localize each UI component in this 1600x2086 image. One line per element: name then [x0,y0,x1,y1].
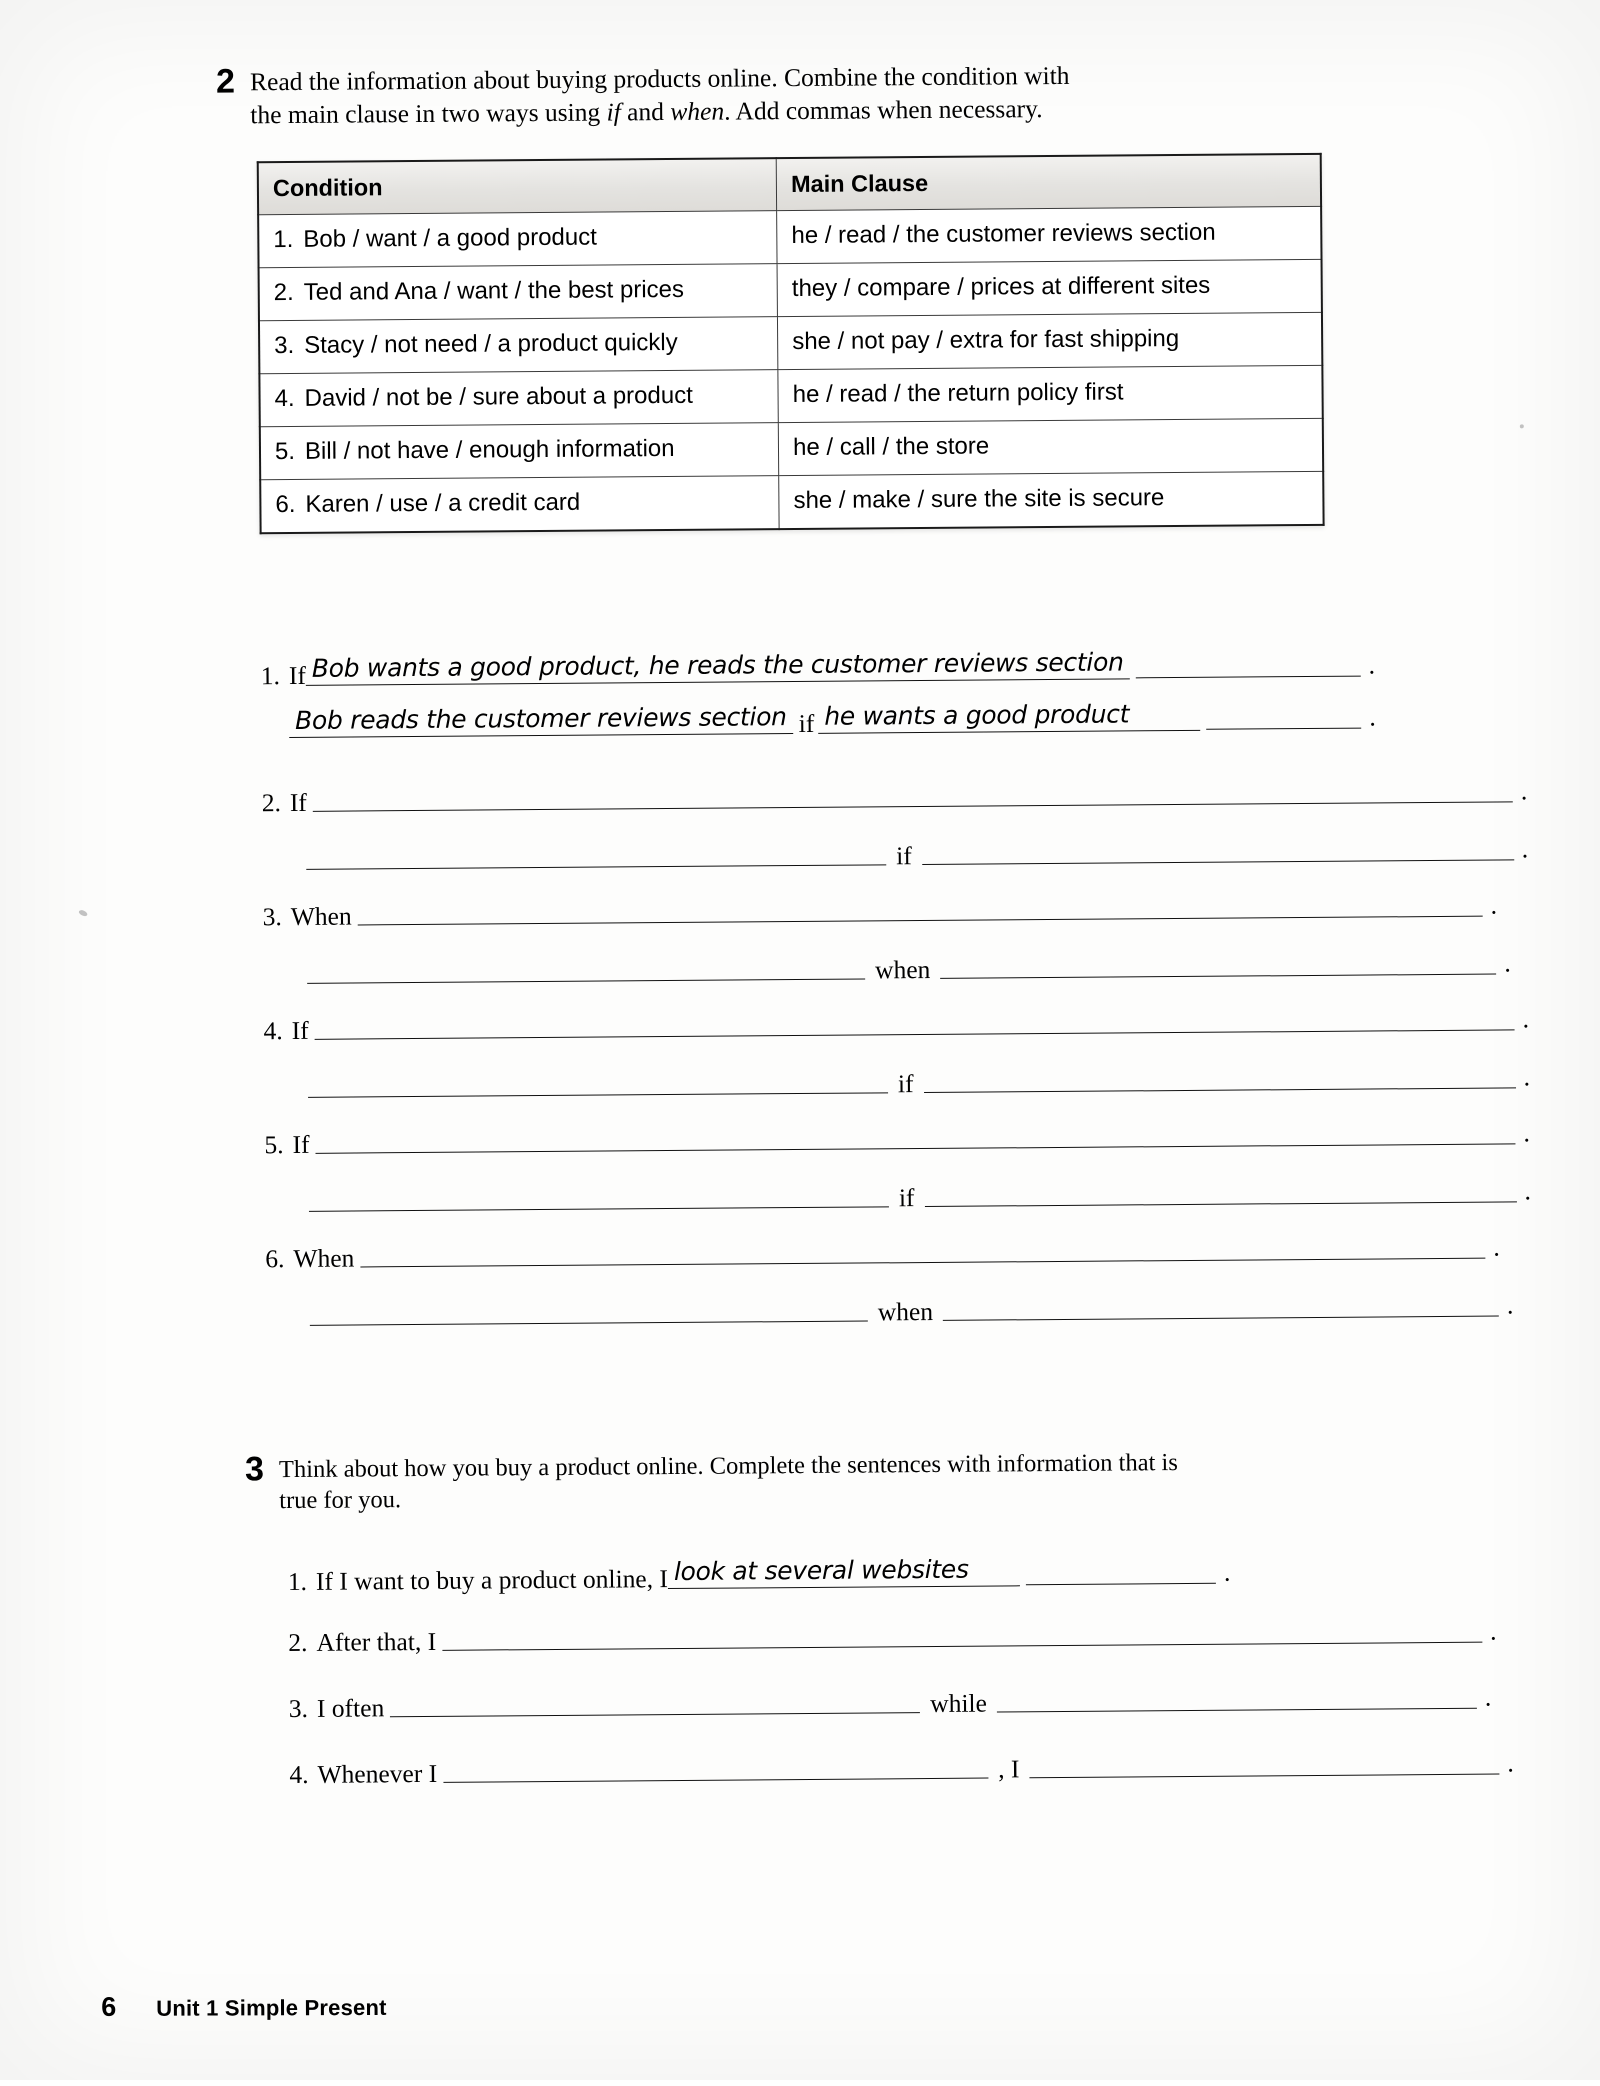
answer-row-3-line-a [263,891,1498,933]
answer-row-5-line-b [303,1176,1531,1218]
answer-blank-4a[interactable] [315,1029,1515,1039]
exercise-2-number: 2 [215,62,235,101]
ex3-item-prompt-1: If I want to buy a product online, I [315,1564,669,1596]
answer-row-2-line-a [262,776,1528,818]
period-5b: . [1524,1176,1532,1206]
table-row [260,418,1323,479]
ex3-connector-3: while [930,1688,988,1719]
answer-row-6-line-b [304,1290,1514,1332]
exercise-3-instruction-line-1: Think about how you buy a product online. Complete the sentences with information that is [278,1449,1178,1484]
period-2b: . [1521,834,1529,864]
cell-main-clause: he / read / the customer reviews section [777,206,1322,263]
answer-input-1c[interactable]: he wants a good product [818,699,1200,734]
period-1a: . [1368,650,1376,680]
ex3-answer-blank-4-right[interactable] [1029,1774,1499,1779]
ex3-item-prompt-3: I often [316,1693,385,1723]
connector-1b: if [798,708,815,739]
row-number: 2. [273,278,294,307]
cell-condition: David / not be / sure about a product [304,381,693,412]
period-6b: . [1506,1290,1514,1320]
page-footer [101,1991,387,2023]
ex3-item-prompt-4: Whenever I [317,1758,438,1789]
table-row [258,206,1321,267]
answer-starter-2: If [289,787,307,818]
ex3-item-row-3 [289,1683,1492,1724]
answer-number-1: 1. [260,661,280,691]
ex3-period-2: . [1489,1616,1497,1646]
ex3-item-number-2: 2. [288,1627,308,1658]
answer-row-6-line-a [265,1233,1500,1275]
exercise-3-heading [245,1446,1360,1517]
scan-speck [78,909,88,917]
period-3a: . [1490,890,1498,920]
answer-number-2: 2. [261,788,281,818]
table-row [260,471,1323,533]
answer-blank-1a-tail[interactable] [1136,676,1361,679]
cell-condition: Bill / not have / enough information [304,434,675,465]
ex3-item-number-3: 3. [288,1693,309,1724]
ex3-item-row-1 [288,1553,1231,1597]
ex3-item-row-4 [289,1748,1514,1790]
answer-starter-5: If [292,1129,310,1159]
answer-starter-3: When [290,901,352,932]
answer-number-5: 5. [264,1130,284,1160]
answer-row-1-line-b [289,697,1376,743]
condition-main-clause-table [257,153,1325,534]
answer-blank-2b-right[interactable] [922,859,1514,865]
exercise-2-instruction-line-2b: and [620,96,671,127]
answer-blank-5a[interactable] [316,1143,1516,1153]
scan-speck [1520,424,1524,428]
answer-blank-6b-left[interactable] [310,1320,868,1325]
table-row [259,365,1322,426]
cell-main-clause: he / read / the return policy first [778,365,1323,422]
period-5a: . [1523,1118,1531,1148]
ex3-period-4: . [1507,1748,1514,1778]
column-header-condition: Condition [258,158,777,215]
period-4b: . [1523,1062,1531,1092]
connector-6b: when [877,1296,934,1327]
table-row [259,259,1322,320]
table-row [259,312,1322,373]
row-number: 1. [273,225,294,254]
answer-input-1b[interactable]: Bob reads the customer reviews section [289,702,793,738]
exercise-2-instruction-line-2a: the main clause in two ways using [250,97,607,129]
cell-main-clause: they / compare / prices at different sites [777,259,1322,316]
connector-3b: when [874,954,931,985]
cell-main-clause: she / make / sure the site is secure [779,471,1324,529]
period-1b: . [1369,702,1376,732]
period-6a: . [1493,1232,1500,1262]
answer-blank-5b-right[interactable] [925,1201,1517,1207]
cell-condition: Stacy / not need / a product quickly [304,328,678,359]
answer-row-4-line-b [302,1062,1530,1104]
cell-condition: Ted and Ana / want / the best prices [303,275,685,306]
connector-5b: if [898,1183,915,1213]
table-header-row [258,154,1321,215]
answer-starter-4: If [291,1015,309,1045]
ex3-answer-blank-1-tail[interactable] [1026,1583,1216,1585]
ex3-period-1: . [1223,1557,1231,1587]
row-number: 4. [274,384,295,413]
answer-number-4: 4. [263,1016,283,1046]
answer-row-2-line-b [300,834,1528,876]
answer-row-5-line-a [264,1118,1530,1160]
cell-condition: Bob / want / a good product [303,223,597,253]
keyword-if: if [606,97,621,127]
unit-label: Unit 1 Simple Present [156,1994,387,2021]
answer-row-3-line-b [301,948,1511,990]
answer-blank-5b-left[interactable] [309,1206,889,1212]
ex3-item-number-1: 1. [287,1566,308,1597]
answer-row-1-line-a [261,645,1376,691]
exercise-2-heading [216,58,1276,132]
answer-blank-6b-right[interactable] [943,1316,1499,1321]
connector-2b: if [896,841,912,871]
answer-row-4-line-a [263,1004,1529,1046]
answer-blank-3b-right[interactable] [940,974,1496,979]
answer-input-1a[interactable]: Bob wants a good product, he reads the customer reviews section [306,647,1130,685]
ex3-answer-blank-2[interactable] [442,1642,1482,1651]
answer-blank-3b-left[interactable] [307,978,865,983]
ex3-item-row-2 [288,1617,1496,1658]
row-number: 3. [274,331,295,360]
column-header-main-clause: Main Clause [776,154,1321,211]
ex3-answer-blank-3-right[interactable] [997,1708,1477,1713]
exercise-3-instruction [279,1446,1360,1517]
exercise-2-instruction-line-2c: . Add commas when necessary. [724,93,1043,126]
exercise-2-instruction-line-1: Read the information about buying products online. Combine the condition with [249,60,1070,97]
answer-blank-2a[interactable] [313,801,1513,811]
exercise-3-number: 3 [244,1450,264,1489]
ex3-answer-blank-3-left[interactable] [390,1712,920,1717]
cell-main-clause: she / not pay / extra for fast shipping [778,312,1323,369]
answer-starter-6: When [293,1243,355,1273]
cell-main-clause: he / call / the store [778,418,1323,475]
exercise-2-instruction [250,58,1276,131]
period-2a: . [1520,776,1528,806]
period-3b: . [1504,948,1511,978]
ex3-period-3: . [1484,1682,1492,1712]
answer-blank-3a[interactable] [358,916,1483,926]
ex3-item-number-4: 4. [289,1759,309,1790]
ex3-item-prompt-2: After that, I [316,1626,437,1657]
answer-number-6: 6. [265,1244,285,1274]
answer-blank-1b-tail[interactable] [1206,728,1361,730]
cell-condition: Karen / use / a credit card [305,488,581,518]
answer-starter-1: If [288,660,306,691]
exercise-3-instruction-line-2: true for you. [279,1486,402,1515]
answer-blank-4b-right[interactable] [924,1087,1516,1093]
row-number: 6. [275,490,296,519]
ex3-answer-blank-4-left[interactable] [443,1778,988,1783]
answer-number-3: 3. [262,902,282,932]
connector-4b: if [897,1069,914,1099]
answer-blank-4b-left[interactable] [308,1092,888,1098]
page-number: 6 [101,1991,117,2022]
keyword-when: when [670,96,725,126]
ex3-answer-input-1[interactable]: look at several websites [668,1554,1020,1589]
ex3-connector-4: , I [998,1754,1020,1784]
answer-blank-2b-left[interactable] [306,864,886,870]
row-number: 5. [274,437,296,466]
answer-blank-6a[interactable] [360,1258,1485,1268]
period-4a: . [1522,1004,1530,1034]
